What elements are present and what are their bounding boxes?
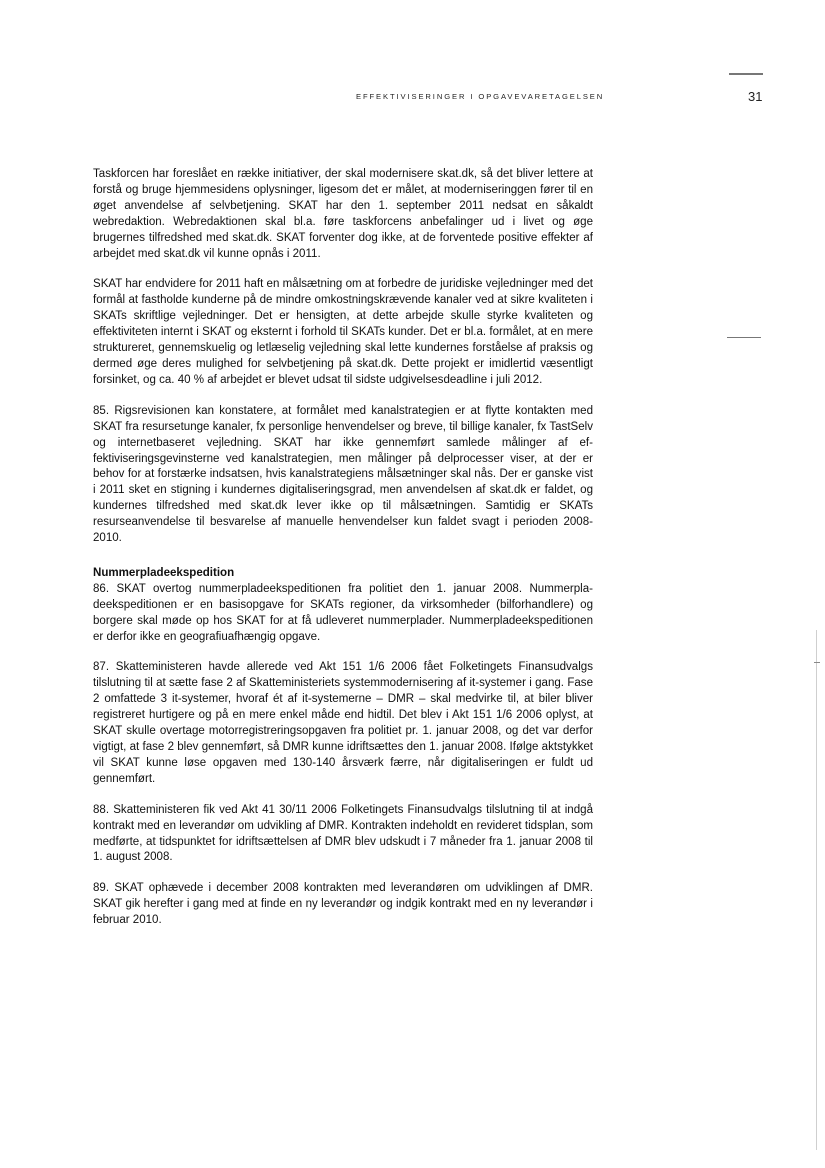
paragraph-87: 87. Skatteministeren havde allerede ved Akt 151 1/6 2006 fået Folketingets Finansudvalgs tilslutning til at sætte fase 2 af Skatteministeriets systemmodernisering af it-systemer i gang. Fase 2 omfattede 3 it-systemer, hvoraf ét af it-systemerne – DMR – skal medvirke til, at biler bliver registreret hurtigere og på en mere enkel måde end hidtil. Det blev i Akt 151 1/6 2006 oplyst, at SKAT skulle overtage motorregistreringsopgaven fra politiet pr. 1. januar 2008, og det var derfor vigtigt, at fase 2 blev gennemført, så DMR kunne idriftsættes den 1. januar 2008. Ifølge aktstykket vil SKAT kunne løse opgaven med 130-140 årsværk færre, når digitaliseringen er fuldt ud gennemført.: [93, 661, 593, 785]
body-text: [93, 167, 593, 944]
paragraph-taskforce: Taskforcen har foreslået en række initiativer, der skal modernisere skat.dk, så det bliver lettere at forstå og bruge hjemmesidens oplysninger, ligesom det er målet, at moderniseringgen fører til en øget anvendelse af selvbetjening. SKAT har den 1. september 2011 nedsat en såkaldt webredaktion. Webredaktionen skal bl.a. føre taskforcens anbefalinger ud i livet og øge brugernes tilfredshed med skat.dk. SKAT forventer dog ikke, at de forventede positive effekter af arbejdet med skat.dk vil kunne opnås i 2011.: [93, 168, 593, 260]
running-title: EFFEKTIVISERINGER I OPGAVEVARETAGELSEN: [356, 92, 605, 101]
paragraph-juridiske-vejledninger: SKAT har endvidere for 2011 haft en målsætning om at forbedre de juridiske vejledninger med det formål at fastholde kunderne på de mindre omkostningskrævende kanaler ved at sikre kvaliteten i SKATs skriftlige vejledninger. Det er hensigten, at dette arbejde skulle styrke kvaliteten og effektiviteten internt i SKAT og eksternt i forhold til SKATs kunder. Det er bl.a. formålet, at en mere struktureret, gennemskuelig og letlæselig vejledning skal lette kundernes forståelse af praksis og dermed øge deres mulighed for selvbetjening på skat.dk. Dette projekt er imidlertid væsentligt forsinket, og ca. 40 % af arbejdet er blevet udsat til sidste udgivelsesdeadline i juli 2012.: [93, 278, 593, 386]
paragraph-89: 89. SKAT ophævede i december 2008 kontrakten med leverandøren om udviklingen af DMR. SKAT gik herefter i gang med at finde en ny leverandør og indgik kontrakt med en ny leverandør i februar 2010.: [93, 882, 593, 927]
scan-edge-line: [816, 630, 817, 1150]
scan-edge-tick: [814, 662, 820, 663]
section-heading: Nummerpladeekspedition: [93, 566, 235, 579]
page-header: [0, 89, 825, 106]
top-margin-mark: [729, 73, 763, 75]
page-number: 31: [748, 89, 763, 104]
paragraph-85: 85. Rigsrevisionen kan konstatere, at formålet med kanalstrategien er at flytte kontakten med SKAT fra resursetunge kanaler, fx personlige henvendelser og breve, til billige kanaler, fx TastSelv og internetbaseret vejledning. SKAT har ikke gennemført samlede målinger af effektiviseringsgevinsterne ved kanalstrategien, men målinger på delprocesser viser, at der er behov for at forstærke indsatsen, hvis kanalstrategiens målsætninger skal nås. Der er ganske vist i 2011 sket en stigning i kundernes digitaliseringsgrad, men anvendelsen af skat.dk er faldet, og kundernes tilfredshed med skat.dk lever ikke op til målsætningen. Samtidig er SKATs resurseanvendelse til besvarelse af manuelle henvendelser kun faldet svagt i perioden 2008-2010.: [93, 404, 593, 545]
margin-mark: [727, 337, 761, 338]
paragraph-86: 86. SKAT overtog nummerpladeekspeditionen fra politiet den 1. januar 2008. Nummerpladeekspeditionen er en basisopgave for SKATs regioner, da virksomheder (bilforhandlere) og borgere skal møde op hos SKAT for at få udleveret nummerplader. Nummerpladeekspeditionen er derfor ikke en geografiuafhængig opgave.: [93, 582, 593, 643]
paragraph-88: 88. Skatteministeren fik ved Akt 41 30/11 2006 Folketingets Finansudvalgs tilslutning til at indgå kontrakt med en leverandør om udvikling af DMR. Kontrakten indeholdt en revideret tidsplan, som medførte, at tidspunktet for idriftsættelsen af DMR blev udskudt i 7 måneder fra 1. januar 2008 til 1. august 2008.: [93, 803, 593, 864]
